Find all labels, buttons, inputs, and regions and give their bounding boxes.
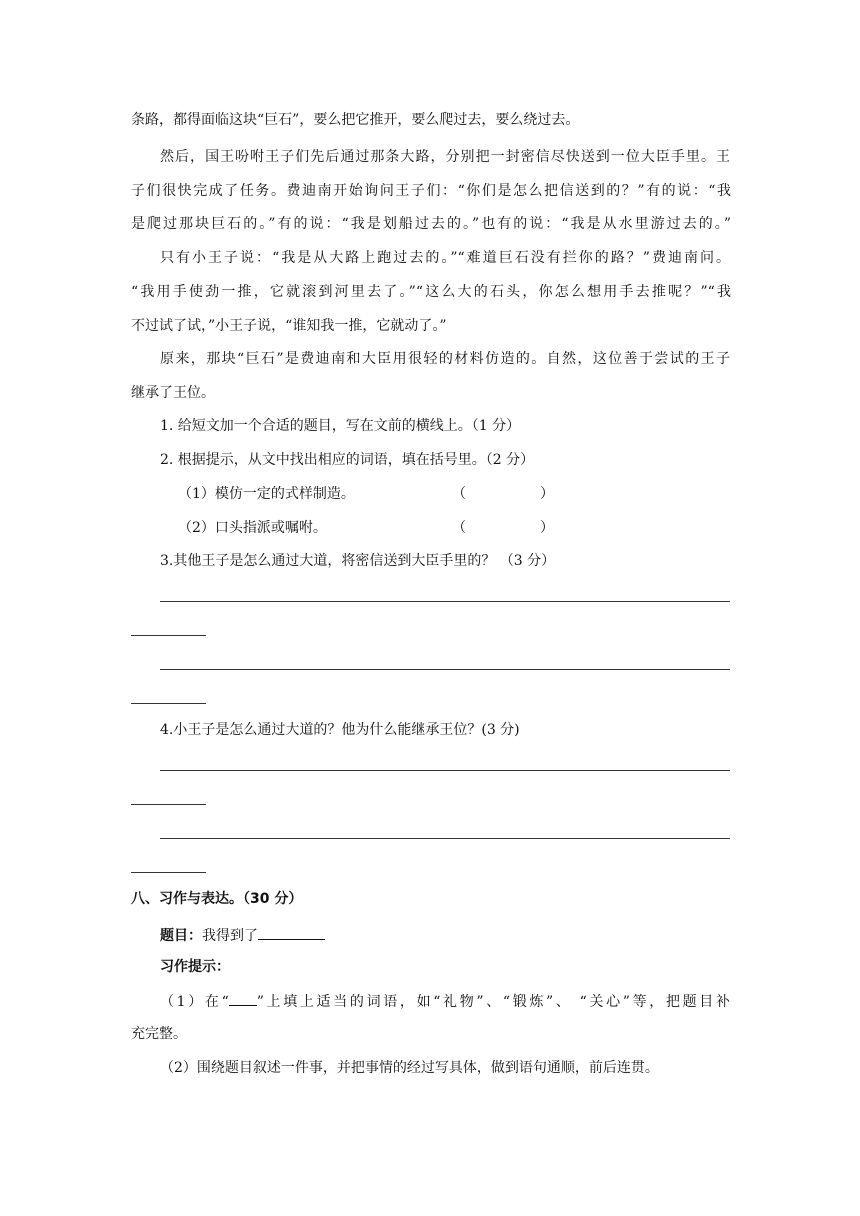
answer-line[interactable] (160, 601, 730, 602)
question-1: 1. 给短文加一个合适的题目，写在文前的横线上。（1 分） (160, 418, 521, 434)
answer-line[interactable] (131, 703, 206, 704)
essay-tip-1-part-b: ”上填上适当的词语，如“礼物”、“锻炼”、 “关心”等，把题目补 (256, 994, 730, 1010)
answer-line[interactable] (160, 669, 730, 670)
answer-line[interactable] (131, 804, 206, 805)
essay-tip-2: （2）围绕题目叙述一件事，并把事情的经过写具体，做到语句通顺，前后连贯。 (160, 1060, 659, 1076)
passage-line: 条路，都得面临这块“巨石”，要么把它推开，要么爬过去，要么绕过去。 (131, 112, 580, 128)
essay-tip-1 (160, 991, 730, 1012)
essay-tip-1-cont: 充完整。 (131, 1026, 187, 1042)
essay-title-row (160, 923, 730, 946)
answer-line[interactable] (160, 770, 730, 771)
answer-paren-close: ） (540, 520, 554, 536)
answer-line[interactable] (131, 872, 206, 873)
passage-line: 子们很快完成了任务。费迪南开始询问王子们：“你们是怎么把信送到的？”有的说：“我 (131, 183, 731, 199)
answer-line[interactable] (131, 635, 206, 636)
passage-line: 原来，那块“巨石”是费迪南和大臣用很轻的材料仿造的。自然，这位善于尝试的王子 (160, 351, 730, 367)
question-2: 2. 根据提示，从文中找出相应的词语，填在括号里。（2 分） (160, 452, 535, 468)
section-heading: 八、习作与表达。（30 分） (131, 891, 303, 907)
question-2-item-1: （1）模仿一定的式样制造。 (178, 486, 355, 502)
answer-line[interactable] (160, 838, 730, 839)
answer-paren-close: ） (540, 486, 554, 502)
answer-paren-open: （ (452, 520, 466, 536)
answer-paren-open: （ (452, 486, 466, 502)
essay-title-text: 我得到了 (202, 928, 258, 944)
passage-line: 继承了王位。 (131, 385, 215, 401)
essay-tips-label: 习作提示： (160, 959, 230, 975)
question-2-item-2: （2）口头指派或嘱咐。 (178, 520, 327, 536)
passage-line: 不过试了试，”小王子说，“谁知我一推，它就动了。” (131, 318, 447, 334)
question-4: 4.小王子是怎么通过大道的？他为什么能继承王位？(3 分) (160, 722, 520, 738)
passage-line: 然后，国王吩咐王子们先后通过那条大路，分别把一封密信尽快送到一位大臣手里。王 (160, 149, 730, 165)
passage-line: “我用手使劲一推，它就滚到河里去了。”“这么大的石头，你怎么想用手去推呢？”“我 (131, 284, 731, 300)
essay-tip-1-part-a: （1）在“ (160, 994, 229, 1010)
essay-title-label: 题目： (160, 928, 202, 944)
passage-line: 是爬过那块巨石的。”有的说：“我是划船过去的。”也有的说：“我是从水里游过去的。” (131, 216, 731, 232)
tip-blank (229, 991, 257, 1006)
passage-line: 只有小王子说：“我是从大路上跑过去的。”“难道巨石没有拦你的路？”费迪南问。 (160, 250, 730, 266)
question-3: 3.其他王子是怎么通过大道，将密信送到大臣手里的？ （3 分） (160, 553, 556, 569)
essay-title-blank[interactable] (258, 923, 325, 940)
